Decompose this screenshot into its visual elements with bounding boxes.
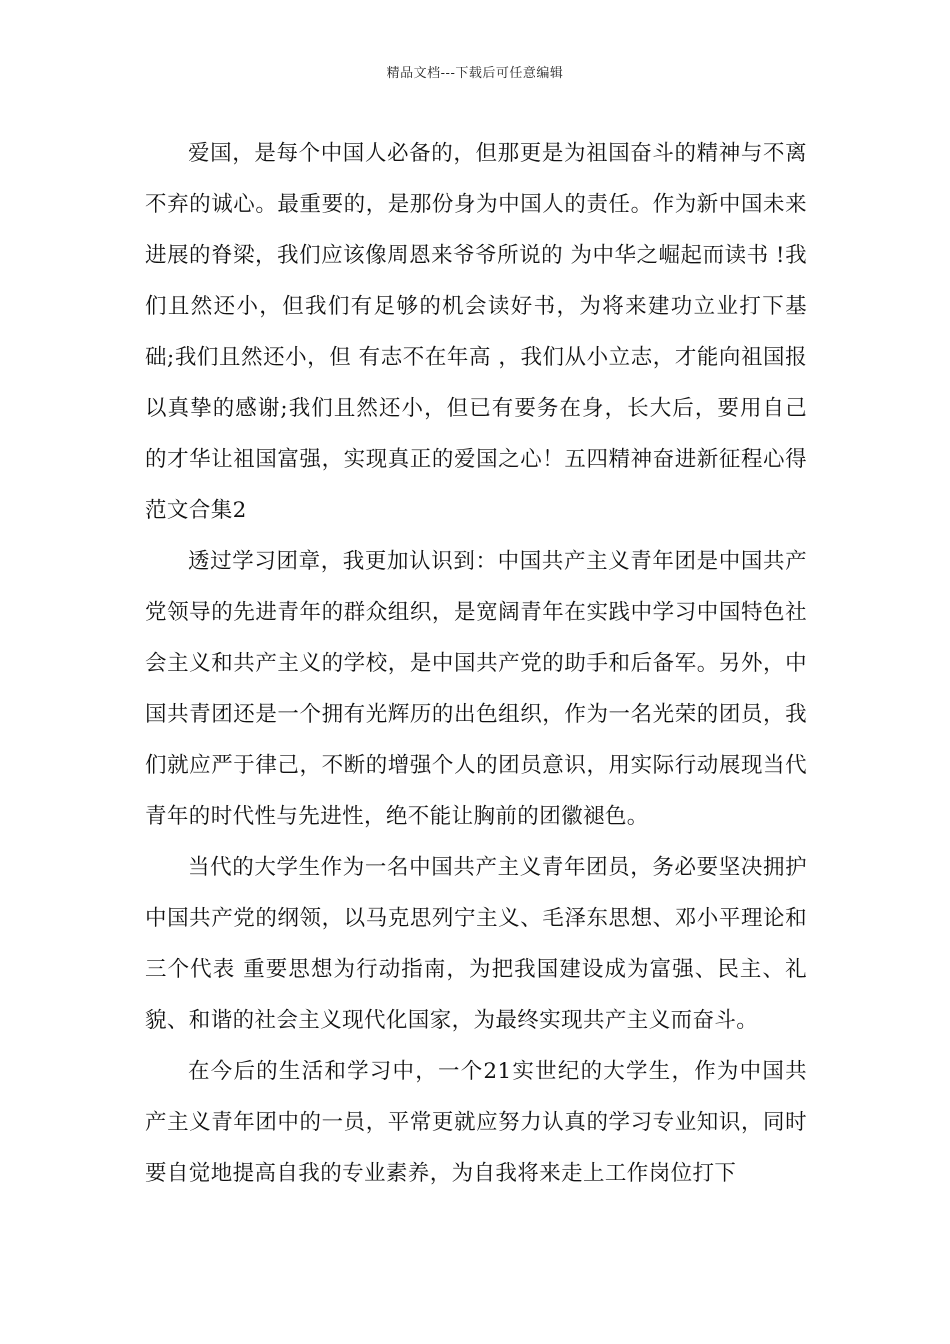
page-header: 精品文档---下载后可任意编辑 [386,66,564,81]
paragraph-4: 在今后的生活和学习中，一个21实世纪的大学生，作为中国共产主义青年团中的一员，平常更就应努力认真的学习专业知识，同时要自觉地提高自我的专业素养，为自我将来走上工作岗位打下 [145,1059,807,1186]
paragraph-1: 爱国，是每个中国人必备的，但那更是为祖国奋斗的精神与不离不弃的诚心。最重要的，是那份身为中国人的责任。作为新中国未来进展的脊梁，我们应该像周恩来爷爷所说的 为中华之崛起而读书 !我们且然还小，但我们有足够的机会读好书，为将来建功立业打下基础;我们且然还小，但 有志不在年高 ，我们从小立志，才能向祖国报以真挚的感谢;我们且然还小，但已有要务在身，长大后，要用自己的才华让祖国富强，实现真正的爱国之心！五四精神奋进新征程心得范文合集2 [145,141,807,523]
paragraph-2: 透过学习团章，我更加认识到：中国共产主义青年团是中国共产党领导的先进青年的群众组织，是宽阔青年在实践中学习中国特色社会主义和共产主义的学校，是中国共产党的助手和后备军。另外，中国共青团还是一个拥有光辉历的出色组织，作为一名光荣的团员，我们就应严于律己，不断的增强个人的团员意识，用实际行动展现当代青年的时代性与先进性，绝不能让胸前的团徽褪色。 [145,549,807,829]
document-body [145,128,807,1199]
paragraph-3: 当代的大学生作为一名中国共产主义青年团员，务必要坚决拥护中国共产党的纲领，以马克思列宁主义、毛泽东思想、邓小平理论和 三个代表 重要思想为行动指南，为把我国建设成为富强、民主、礼貌、和谐的社会主义现代化国家，为最终实现共产主义而奋斗。 [145,855,807,1033]
